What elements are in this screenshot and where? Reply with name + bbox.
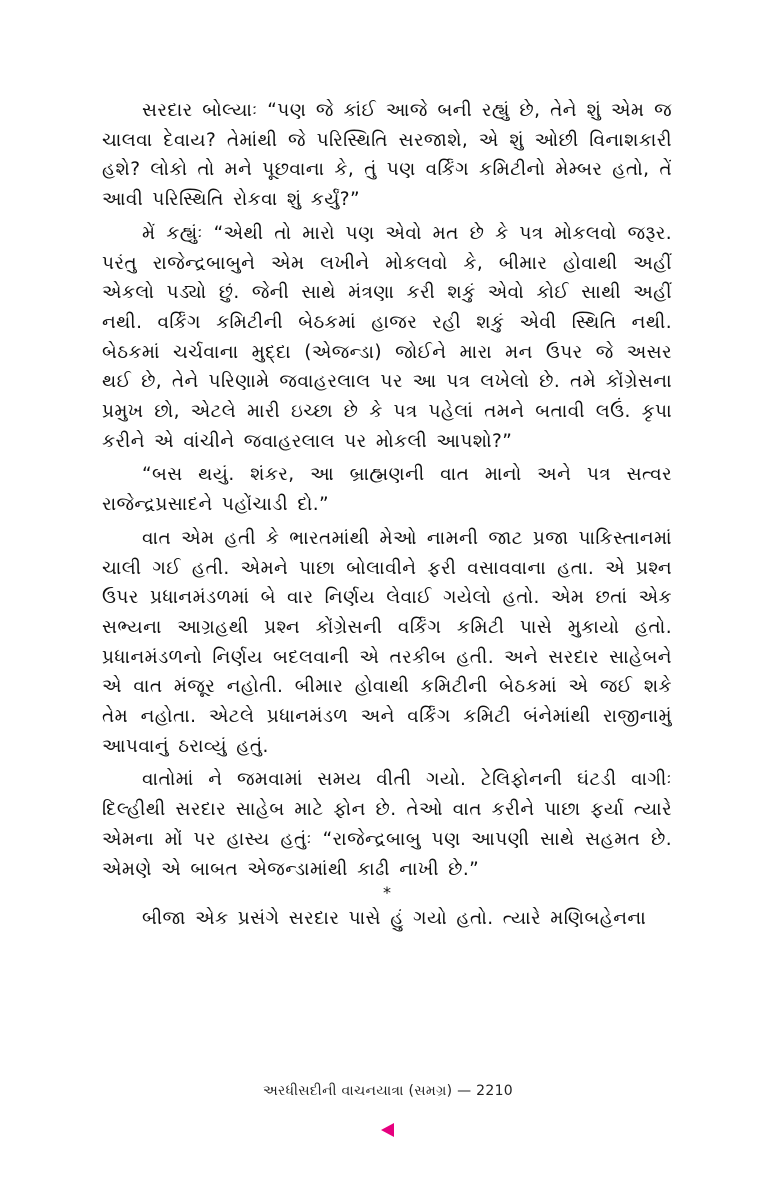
- section-separator: *: [383, 883, 391, 903]
- paragraph-5: વાતોમાં ને જમવામાં સમય વીતી ગયો. ટેલિફોનની ઘંટડી વાગીઃ દિલ્હીથી સરદાર સાહેબ માટે ફોન છે. તેઓ વાત કરીને પાછા ફર્યા ત્યારે એમના મોં પર હાસ્ય હતુંઃ “રાજેન્દ્રબાબુ પણ આપણી સાથે સહમત છે. એમણે એ બાબત એજન્ડામાંથી કાઢી નાખી છે.”: [102, 769, 672, 880]
- triangle-left-icon: [378, 1120, 398, 1140]
- paragraph-3: “બસ થયું. શંકર, આ બ્રાહ્મણની વાત માનો અને પત્ર સત્વર રાજેન્દ્રપ્રસાદને પહોંચાડી દો.”: [102, 464, 672, 516]
- paragraph-1: સરદાર બોલ્યાઃ “પણ જે કાંઈ આજે બની રહ્યું છે, તેને શું એમ જ ચાલવા દેવાય? તેમાંથી જે પરિસ્થિતિ સરજાશે, એ શું ઓછી વિનાશકારી હશે? લોકો તો મને પૂછવાના કે, તું પણ વર્કિંગ કમિટીનો મેમ્બર હતો, તેં આવી પરિસ્થિતિ રોકવા શું કર્યું?”: [102, 100, 672, 211]
- page-footer: અરધીસદીની વાચનયાત્રા (સમગ્ર) — 2210: [262, 1083, 514, 1099]
- paragraph-6: બીજા એક પ્રસંગે સરદાર પાસે હું ગયો હતો. ત્યારે મણિબહેનના: [142, 908, 647, 930]
- prev-page-button[interactable]: [378, 1120, 398, 1140]
- paragraph-2: મેં કહ્યુંઃ “એથી તો મારો પણ એવો મત છે કે પત્ર મોકલવો જરૂર. પરંતુ રાજેન્દ્રબાબુને એમ લખીને મોકલવો કે, બીમાર હોવાથી અહીં એકલો પડ્યો છું. જેની સાથે મંત્રણા કરી શકું એવો કોઈ સાથી અહીં નથી. વર્કિંગ કમિટીની બેઠકમાં હાજર રહી શકું એવી સ્થિતિ નથી. બેઠકમાં ચર્ચવાના મુદ્દા (એજન્ડા) જોઈને મારા મન ઉપર જે અસર થઈ છે, તેને પરિણામે જવાહરલાલ પર આ પત્ર લખેલો છે. તમે કોંગ્રેસના પ્રમુખ છો, એટલે મારી ઇચ્છા છે કે પત્ર પહેલાં તમને બતાવી લઉં. કૃપા કરીને એ વાંચીને જવાહરલાલ પર મોકલી આપશો?”: [102, 222, 672, 452]
- paragraph-4: વાત એમ હતી કે ભારતમાંથી મેઓ નામની જાટ પ્રજા પાકિસ્તાનમાં ચાલી ગઈ હતી. એમને પાછા બોલાવીને ફરી વસાવવાના હતા. એ પ્રશ્ન ઉપર પ્રધાનમંડળમાં બે વાર નિર્ણય લેવાઈ ગયેલો હતો. એમ છતાં એક સભ્યના આગ્રહથી પ્રશ્ન કોંગ્રેસની વર્કિંગ કમિટી પાસે મુકાયો હતો. પ્રધાનમંડળનો નિર્ણય બદલવાની એ તરકીબ હતી. અને સરદાર સાહેબને એ વાત મંજૂર નહોતી. બીમાર હોવાથી કમિટીની બેઠકમાં એ જઈ શકે તેમ નહોતા. એટલે પ્રધાનમંડળ અને વર્કિંગ કમિટી બંનેમાંથી રાજીનામું આપવાનું ઠરાવ્યું હતું.: [102, 527, 672, 757]
- page-body: [102, 96, 672, 934]
